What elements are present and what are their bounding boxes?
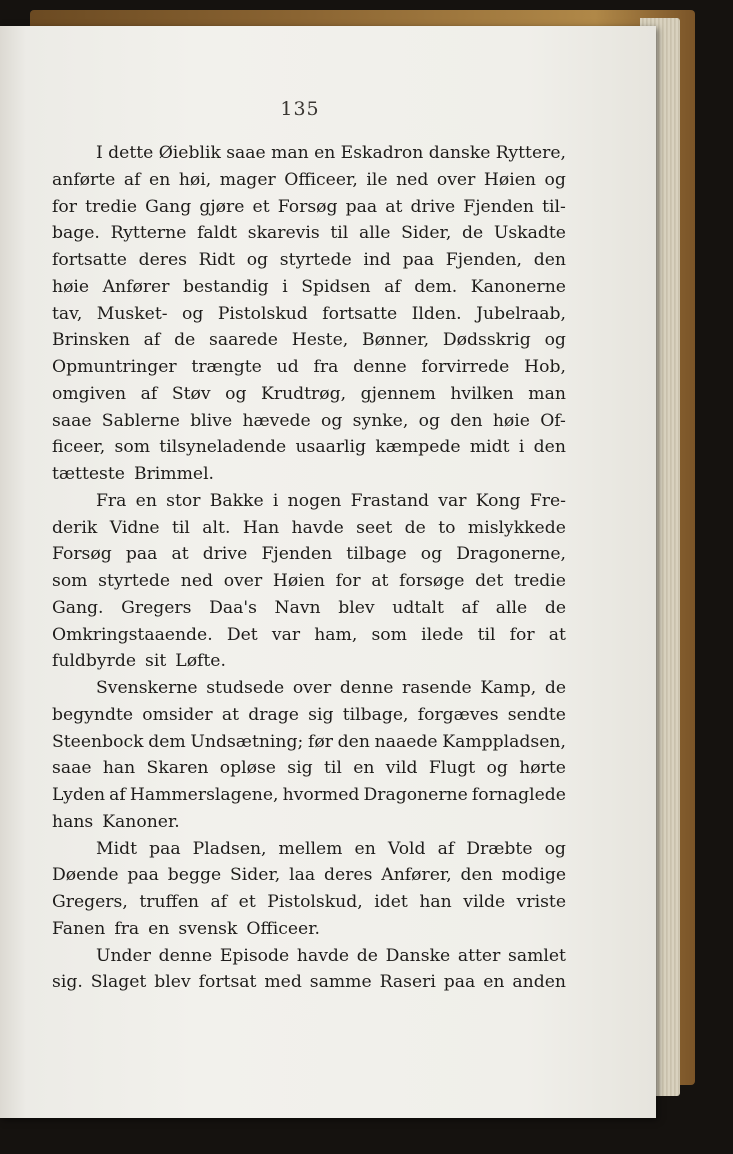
word: Vold — [387, 838, 426, 859]
word: Gregers — [121, 597, 192, 618]
word: af — [384, 276, 401, 297]
text-line — [52, 568, 566, 595]
word: Brimmel. — [133, 464, 215, 484]
word: omgiven — [52, 383, 127, 404]
word: paa — [125, 544, 158, 565]
word: Uskadte — [493, 223, 566, 244]
text-line — [52, 140, 566, 167]
word: Fanen — [52, 918, 106, 939]
word: ficeer, — [52, 437, 106, 458]
word: Fjenden — [261, 544, 333, 565]
text-line — [52, 648, 566, 675]
word: alt. — [202, 517, 231, 538]
word: deres — [324, 865, 373, 886]
word: at — [385, 196, 403, 217]
word: Frastand — [350, 490, 430, 511]
word: tilbage — [346, 544, 407, 565]
word: Raseri — [379, 972, 436, 993]
text-line — [52, 675, 566, 702]
word: et — [238, 892, 256, 912]
word: Kanonerne — [470, 276, 566, 297]
word: fuldbyrde — [52, 651, 137, 672]
word: Døende — [52, 865, 119, 886]
word: af — [461, 597, 479, 618]
word: Løfte. — [175, 651, 226, 672]
word: Fra — [96, 490, 127, 511]
word: og — [321, 410, 343, 431]
word: og — [246, 250, 269, 270]
word: fortsatte — [322, 303, 398, 324]
word: Pistolskud, — [267, 892, 363, 912]
word: tav, — [52, 303, 83, 324]
word: Steenbock — [52, 731, 144, 752]
word: svensk — [178, 918, 238, 939]
word: skarevis — [247, 223, 320, 244]
word: seet — [356, 517, 393, 538]
word: et — [252, 196, 270, 217]
word: ile — [366, 169, 388, 190]
word: til — [323, 758, 342, 779]
word: som — [371, 624, 407, 645]
word: Gang — [145, 196, 192, 217]
text-line — [52, 889, 566, 916]
word: Midt — [96, 838, 138, 859]
word: en — [353, 758, 375, 779]
word: anden — [512, 972, 566, 993]
word: havde — [296, 945, 350, 966]
word: nogen — [287, 490, 342, 511]
word: blive — [190, 410, 233, 431]
word: den — [337, 731, 370, 752]
word: Kong — [475, 490, 521, 511]
text-line — [52, 541, 566, 568]
word: Kamppladsen, — [442, 731, 566, 752]
word: og — [418, 410, 440, 431]
word: forgæves — [417, 704, 499, 725]
text-line — [52, 354, 566, 381]
word: Ilden. — [411, 303, 462, 324]
text-line — [52, 194, 566, 221]
word: forvirrede — [421, 357, 510, 377]
page-number: 135 — [280, 98, 320, 120]
word: trængte — [191, 357, 262, 377]
word: drive — [410, 196, 456, 217]
word: hans — [52, 811, 94, 832]
word: i — [282, 276, 288, 297]
word: Han — [242, 517, 280, 538]
word: Pistolskud — [217, 303, 308, 324]
word: tilbage, — [342, 704, 409, 725]
word: blev — [338, 597, 375, 618]
word: bage. — [52, 223, 100, 244]
word: sit — [145, 651, 167, 672]
word: Sider, — [401, 223, 452, 244]
word: med — [264, 972, 302, 993]
word: fra — [114, 918, 140, 939]
word: den — [450, 410, 483, 431]
word: hvormed — [282, 785, 360, 805]
word: over — [436, 169, 476, 190]
word: som — [52, 571, 88, 591]
word: af — [437, 838, 455, 859]
text-line — [52, 167, 566, 194]
word: samlet — [508, 945, 566, 966]
text-line — [52, 408, 566, 435]
word: idet — [374, 892, 408, 912]
word: før — [308, 731, 333, 752]
word: til — [171, 517, 190, 538]
word: høie — [492, 410, 530, 431]
text-line — [52, 862, 566, 889]
word: Officeer, — [284, 169, 358, 190]
text-line — [52, 702, 566, 729]
text-line — [52, 809, 566, 836]
text-line — [52, 622, 566, 649]
word: en — [149, 169, 171, 190]
word: var — [271, 624, 301, 645]
word: modige — [501, 865, 566, 886]
word: usaarlig — [295, 437, 367, 458]
word: faldt — [197, 223, 238, 244]
word: Jubelraab, — [476, 303, 566, 324]
word: de — [462, 223, 484, 244]
word: over — [223, 571, 263, 591]
word: den — [533, 250, 566, 270]
word: denne — [353, 357, 407, 377]
word: til- — [542, 196, 566, 217]
word: Episode — [219, 945, 290, 966]
text-line — [52, 327, 566, 354]
word: og — [486, 758, 508, 779]
word: den — [533, 437, 566, 458]
word: Dræbte — [466, 838, 533, 859]
word: Dødsskrig — [442, 330, 531, 351]
word: laa — [289, 865, 316, 886]
word: paa — [402, 250, 435, 270]
word: af — [123, 169, 141, 190]
word: sendte — [507, 704, 566, 725]
word: af — [210, 892, 228, 912]
word: for — [52, 196, 77, 217]
word: Sablerne — [101, 410, 180, 431]
word: paa — [443, 972, 476, 993]
word: begyndte — [52, 704, 134, 725]
word: den — [460, 865, 493, 886]
word: omsider — [142, 704, 213, 725]
word: Sider, — [230, 865, 281, 886]
text-line — [52, 729, 566, 756]
word: af — [143, 330, 161, 351]
word: Anfører, — [381, 865, 452, 886]
word: Anfører — [102, 276, 170, 297]
word: Lyden — [52, 785, 106, 805]
word: til — [330, 223, 349, 244]
word: Forsøg — [277, 196, 338, 217]
word: kæmpede — [375, 437, 461, 458]
word: og — [225, 383, 247, 404]
word: han — [102, 758, 136, 779]
word: Rytterne — [110, 223, 187, 244]
text-line — [52, 301, 566, 328]
word: en — [148, 918, 170, 939]
word: at — [548, 624, 566, 645]
word: to — [438, 517, 456, 538]
text-line — [52, 220, 566, 247]
word: alle — [495, 597, 528, 618]
word: Spidsen — [301, 276, 371, 297]
word: midt — [469, 437, 510, 458]
word: Krudtrøg, — [261, 383, 347, 404]
word: de — [544, 678, 566, 698]
word: Eskadron — [340, 143, 424, 163]
word: Svenskerne — [96, 678, 198, 698]
text-line — [52, 381, 566, 408]
word: Hammerslagene, — [129, 785, 279, 805]
word: og — [544, 838, 566, 859]
word: og — [544, 169, 566, 190]
word: og — [420, 544, 443, 565]
word: hørte — [519, 758, 566, 779]
word: at — [221, 704, 240, 725]
word: de — [404, 517, 426, 538]
word: Dragonerne — [363, 785, 468, 805]
word: ham, — [314, 624, 358, 645]
word: Ryttere, — [495, 143, 566, 163]
word: tredie — [85, 196, 138, 217]
word: Ridt — [198, 250, 236, 270]
word: Dragonerne, — [456, 544, 566, 565]
word: for — [335, 571, 361, 591]
word: alle — [358, 223, 391, 244]
word: Det — [226, 624, 258, 645]
word: styrtede — [98, 571, 171, 591]
text-line — [52, 782, 566, 809]
word: som — [114, 437, 150, 458]
word: Opmuntringer — [52, 357, 177, 377]
text-line — [52, 595, 566, 622]
word: ilede — [421, 624, 464, 645]
word: af — [109, 785, 126, 805]
word: en — [354, 838, 376, 859]
word: Flugt — [428, 758, 476, 779]
text-line — [52, 943, 566, 970]
word: I — [96, 143, 103, 163]
word: de — [544, 597, 566, 618]
word: Gang. — [52, 597, 104, 618]
word: en — [314, 143, 336, 163]
word: en — [135, 490, 157, 511]
word: sig — [287, 758, 313, 779]
word: Danske — [385, 945, 451, 966]
word: var — [438, 490, 467, 511]
word: tilsyneladende — [159, 437, 287, 458]
word: og — [544, 330, 566, 351]
word: synke, — [352, 410, 409, 431]
word: denne — [339, 678, 394, 698]
word: vriste — [516, 892, 566, 912]
word: Støv — [171, 383, 211, 404]
word: anførte — [52, 169, 116, 190]
word: vilde — [463, 892, 506, 912]
word: Forsøg — [52, 544, 112, 565]
word: denne — [158, 945, 213, 966]
word: mislykkede — [467, 517, 566, 538]
word: Navn — [274, 597, 321, 618]
word: forsøge — [399, 571, 465, 591]
word: hævede — [242, 410, 311, 431]
word: man — [271, 143, 309, 163]
word: til — [477, 624, 496, 645]
word: en — [483, 972, 505, 993]
word: Gregers, — [52, 892, 128, 912]
word: atter — [457, 945, 501, 966]
text-line — [52, 434, 566, 461]
page-text — [52, 140, 566, 996]
word: styrtede — [279, 250, 352, 270]
text-line — [52, 461, 566, 488]
word: Bønner, — [362, 330, 430, 351]
word: ud — [276, 357, 299, 377]
word: Kanoner. — [102, 811, 180, 832]
word: fortsat — [198, 972, 257, 993]
word: Officeer. — [246, 918, 320, 939]
word: at — [371, 571, 389, 591]
word: Undsætning; — [190, 731, 304, 752]
word: Heste, — [291, 330, 349, 351]
word: vild — [385, 758, 418, 779]
word: deres — [138, 250, 187, 270]
book-page — [0, 26, 656, 1118]
word: Fjenden — [463, 196, 535, 217]
word: at — [171, 544, 189, 565]
word: dette — [108, 143, 154, 163]
word: Fre- — [529, 490, 566, 511]
word: i — [272, 490, 279, 511]
text-line — [52, 274, 566, 301]
word: Under — [96, 945, 151, 966]
word: paa — [345, 196, 378, 217]
word: bestandig — [182, 276, 269, 297]
word: rasende — [402, 678, 472, 698]
text-line — [52, 247, 566, 274]
word: saae — [52, 410, 92, 431]
word: sig. — [52, 972, 83, 993]
word: Hob, — [524, 357, 566, 377]
word: dem. — [414, 276, 458, 297]
word: saae — [226, 143, 266, 163]
word: Omkringstaaende. — [52, 624, 213, 645]
word: fornaglede — [471, 785, 566, 805]
word: derik — [52, 517, 98, 538]
text-line — [52, 836, 566, 863]
word: ned — [180, 571, 214, 591]
word: saarede — [209, 330, 278, 351]
text-line — [52, 515, 566, 542]
word: drage — [248, 704, 299, 725]
word: Skaren — [146, 758, 209, 779]
word: Kamp, — [480, 678, 537, 698]
word: Høien — [483, 169, 536, 190]
word: studsede — [206, 678, 285, 698]
word: Fjenden, — [445, 250, 522, 270]
word: han — [419, 892, 452, 912]
word: dem — [148, 731, 186, 752]
word: Bakke — [209, 490, 264, 511]
word: Øieblik — [158, 143, 221, 163]
word: Of- — [540, 410, 566, 431]
word: for — [509, 624, 535, 645]
word: hvilken — [450, 383, 514, 404]
text-line — [52, 488, 566, 515]
word: ind — [363, 250, 391, 270]
word: paa — [127, 865, 159, 886]
word: det — [475, 571, 504, 591]
word: Slaget — [90, 972, 147, 993]
word: fortsatte — [52, 250, 127, 270]
word: de — [174, 330, 196, 351]
word: blev — [154, 972, 191, 993]
word: paa — [149, 838, 181, 859]
word: og — [182, 303, 204, 324]
word: truffen — [139, 892, 199, 912]
word: Daa's — [209, 597, 257, 618]
word: man — [528, 383, 566, 404]
word: danske — [428, 143, 491, 163]
word: fra — [313, 357, 339, 377]
word: tætteste — [52, 464, 125, 484]
word: mager — [219, 169, 276, 190]
word: saae — [52, 758, 92, 779]
text-line — [52, 755, 566, 782]
word: Musket- — [96, 303, 168, 324]
word: begge — [167, 865, 222, 886]
word: ned — [396, 169, 429, 190]
word: drive — [202, 544, 248, 565]
word: Pladsen, — [192, 838, 267, 859]
word: høie — [52, 276, 90, 297]
word: stor — [166, 490, 201, 511]
word: udtalt — [392, 597, 444, 618]
word: Vidne — [109, 517, 160, 538]
word: opløse — [219, 758, 276, 779]
word: Brinsken — [52, 330, 130, 351]
word: over — [292, 678, 332, 698]
text-line — [52, 916, 566, 943]
word: gjennem — [360, 383, 436, 404]
word: gjøre — [199, 196, 245, 217]
word: i — [518, 437, 525, 458]
word: høi, — [178, 169, 212, 190]
word: sig — [308, 704, 334, 725]
word: de — [356, 945, 378, 966]
text-line — [52, 969, 566, 996]
word: af — [140, 383, 158, 404]
word: Høien — [272, 571, 325, 591]
word: havde — [291, 517, 344, 538]
word: naaede — [374, 731, 438, 752]
word: mellem — [278, 838, 343, 859]
word: tredie — [513, 571, 566, 591]
word: samme — [309, 972, 372, 993]
